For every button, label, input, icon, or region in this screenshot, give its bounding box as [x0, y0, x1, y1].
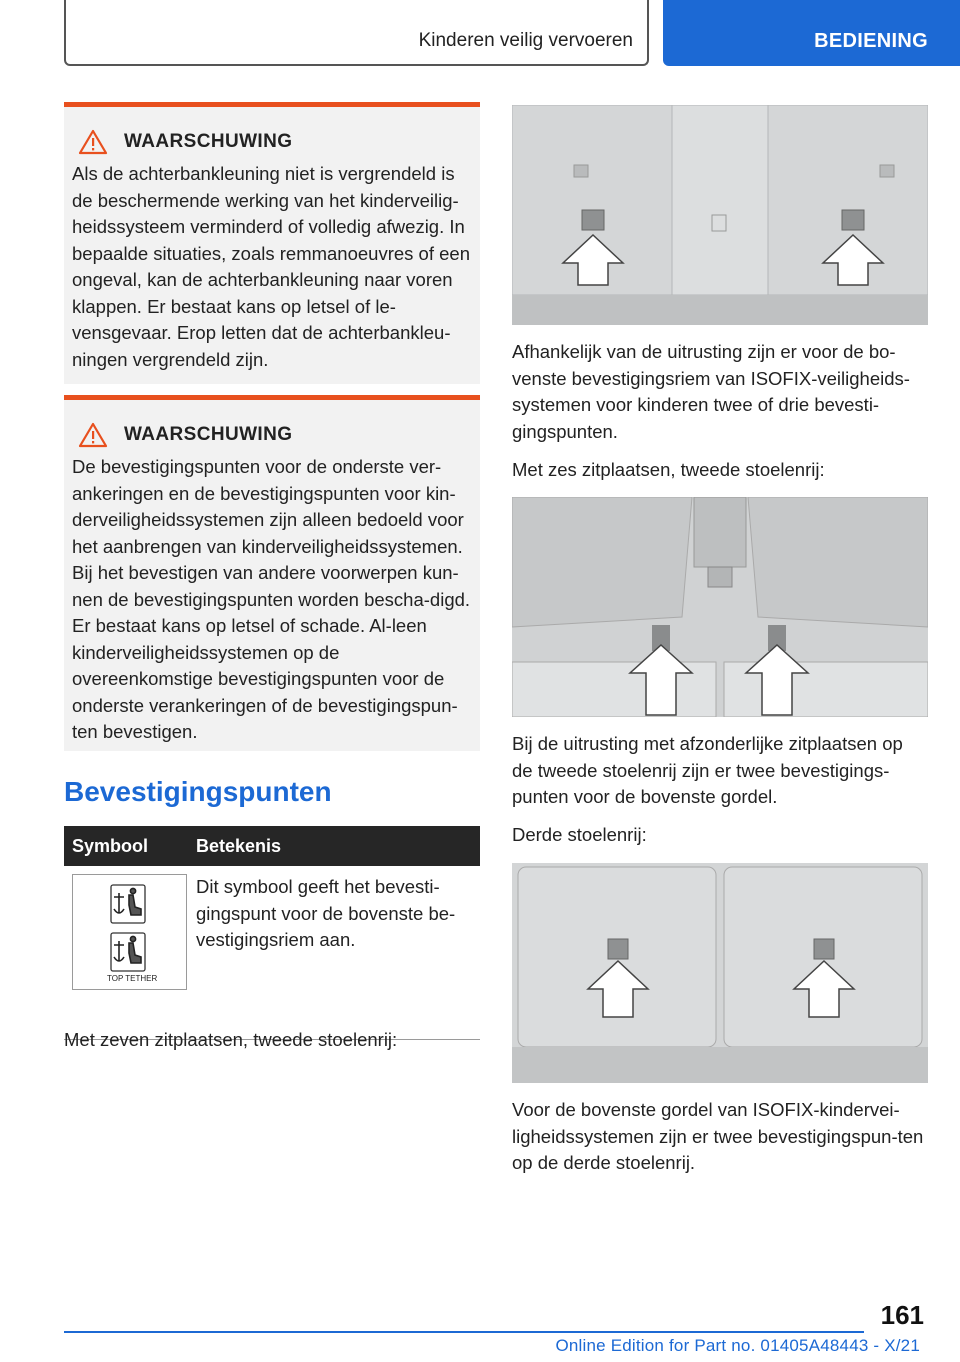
section-title-header: Kinderen veilig vervoeren [418, 30, 633, 51]
symbol-table [64, 826, 480, 1040]
symbol-cell [64, 874, 196, 1039]
captain-seats-illustration [512, 497, 928, 717]
photo-captain-seats [512, 497, 928, 717]
column-header-meaning: Betekenis [196, 835, 282, 856]
footer-edition: Online Edition for Part no. 01405A48443 - X/21 [555, 1336, 920, 1355]
top-tether-caption: TOP TETHER [107, 974, 158, 983]
warning-title: WAARSCHUWING [124, 131, 293, 152]
caption-third-row: Derde stoelenrij: [512, 824, 647, 845]
caption-seven-seats: Met zeven zitplaatsen, tweede stoelenrij: [64, 1029, 398, 1050]
section-tab [64, 0, 649, 66]
warning-title: WAARSCHUWING [124, 424, 293, 445]
warning-triangle-icon [78, 129, 108, 155]
warning-triangle-icon [78, 422, 108, 448]
footer-rule [64, 1331, 864, 1333]
third-row-illustration [512, 863, 928, 1083]
column-header-symbol: Symbool [72, 835, 149, 856]
section-heading: Bevestigingspunten [64, 776, 332, 807]
warning-text: Als de achterbankleuning niet is vergrendeld is de beschermende werking van het kinderveilig-heidssysteem verminderd of volledig afwezig. In bepaalde situaties, zoals remmanoeuvres of een ongeval, kan de achterbankleuning naar voren klappen. Er bestaat kans op letsel of le-vensgevaar. Erop letten dat de achterbankleu-ningen vergrendeld zijn. [72, 163, 470, 370]
chapter-tab [663, 0, 960, 66]
warning-header [72, 129, 472, 155]
warning-box-2 [64, 395, 480, 751]
paragraph-individual-seats: Bij de uitrusting met afzonderlijke zitplaatsen op de tweede stoelenrij zijn er twee bevestigings-punten voor de bovenste gordel. [512, 733, 903, 807]
paragraph-third-row: Voor de bovenste gordel van ISOFIX-kindervei-ligheidssystemen zijn er twee bevestigingspun-ten op de derde stoelenrij. [512, 1099, 924, 1173]
caption-six-seats: Met zes zitplaatsen, tweede stoelenrij: [512, 459, 825, 480]
paragraph-dependency: Afhankelijk van de uitrusting zijn er voor de bo-venste bevestigingsriem van ISOFIX-veiligheids-systemen voor kinderen twee of drie bevesti-gingspunten. [512, 341, 910, 442]
table-row [64, 866, 480, 1040]
warning-text: De bevestigingspunten voor de onderste ver-ankeringen en de bevestigingspunten voor kin-derveiligheidssystemen zijn alleen bedoeld voor het aanbrengen van kinderveiligheidssystemen. Bij het bevestigen van andere voorwerpen kun-nen de bevestigingspunten worden bescha-digd. Er bestaat kans op letsel of schade. Al-leen kinderveiligheidssystemen op de overeenkomstige bevestigingspunten voor de onderste verankeringen of de bevestigingspun-ten bevestigen. [72, 456, 471, 742]
chapter-title: BEDIENING [814, 30, 928, 52]
child-seat-anchor-icon [73, 875, 186, 989]
photo-third-row [512, 863, 928, 1083]
page-header [0, 0, 960, 66]
warning-box-1 [64, 102, 480, 384]
meaning-cell: Dit symbool geeft het bevesti-gingspunt voor de bovenste be-vestigingsriem aan. [196, 876, 456, 950]
warning-header [72, 422, 472, 448]
top-tether-symbol [72, 874, 187, 990]
rear-seatbacks-illustration [512, 105, 928, 325]
table-header [64, 826, 480, 866]
page-number: 161 [880, 1300, 924, 1330]
photo-seatbacks-top-tether [512, 105, 928, 325]
